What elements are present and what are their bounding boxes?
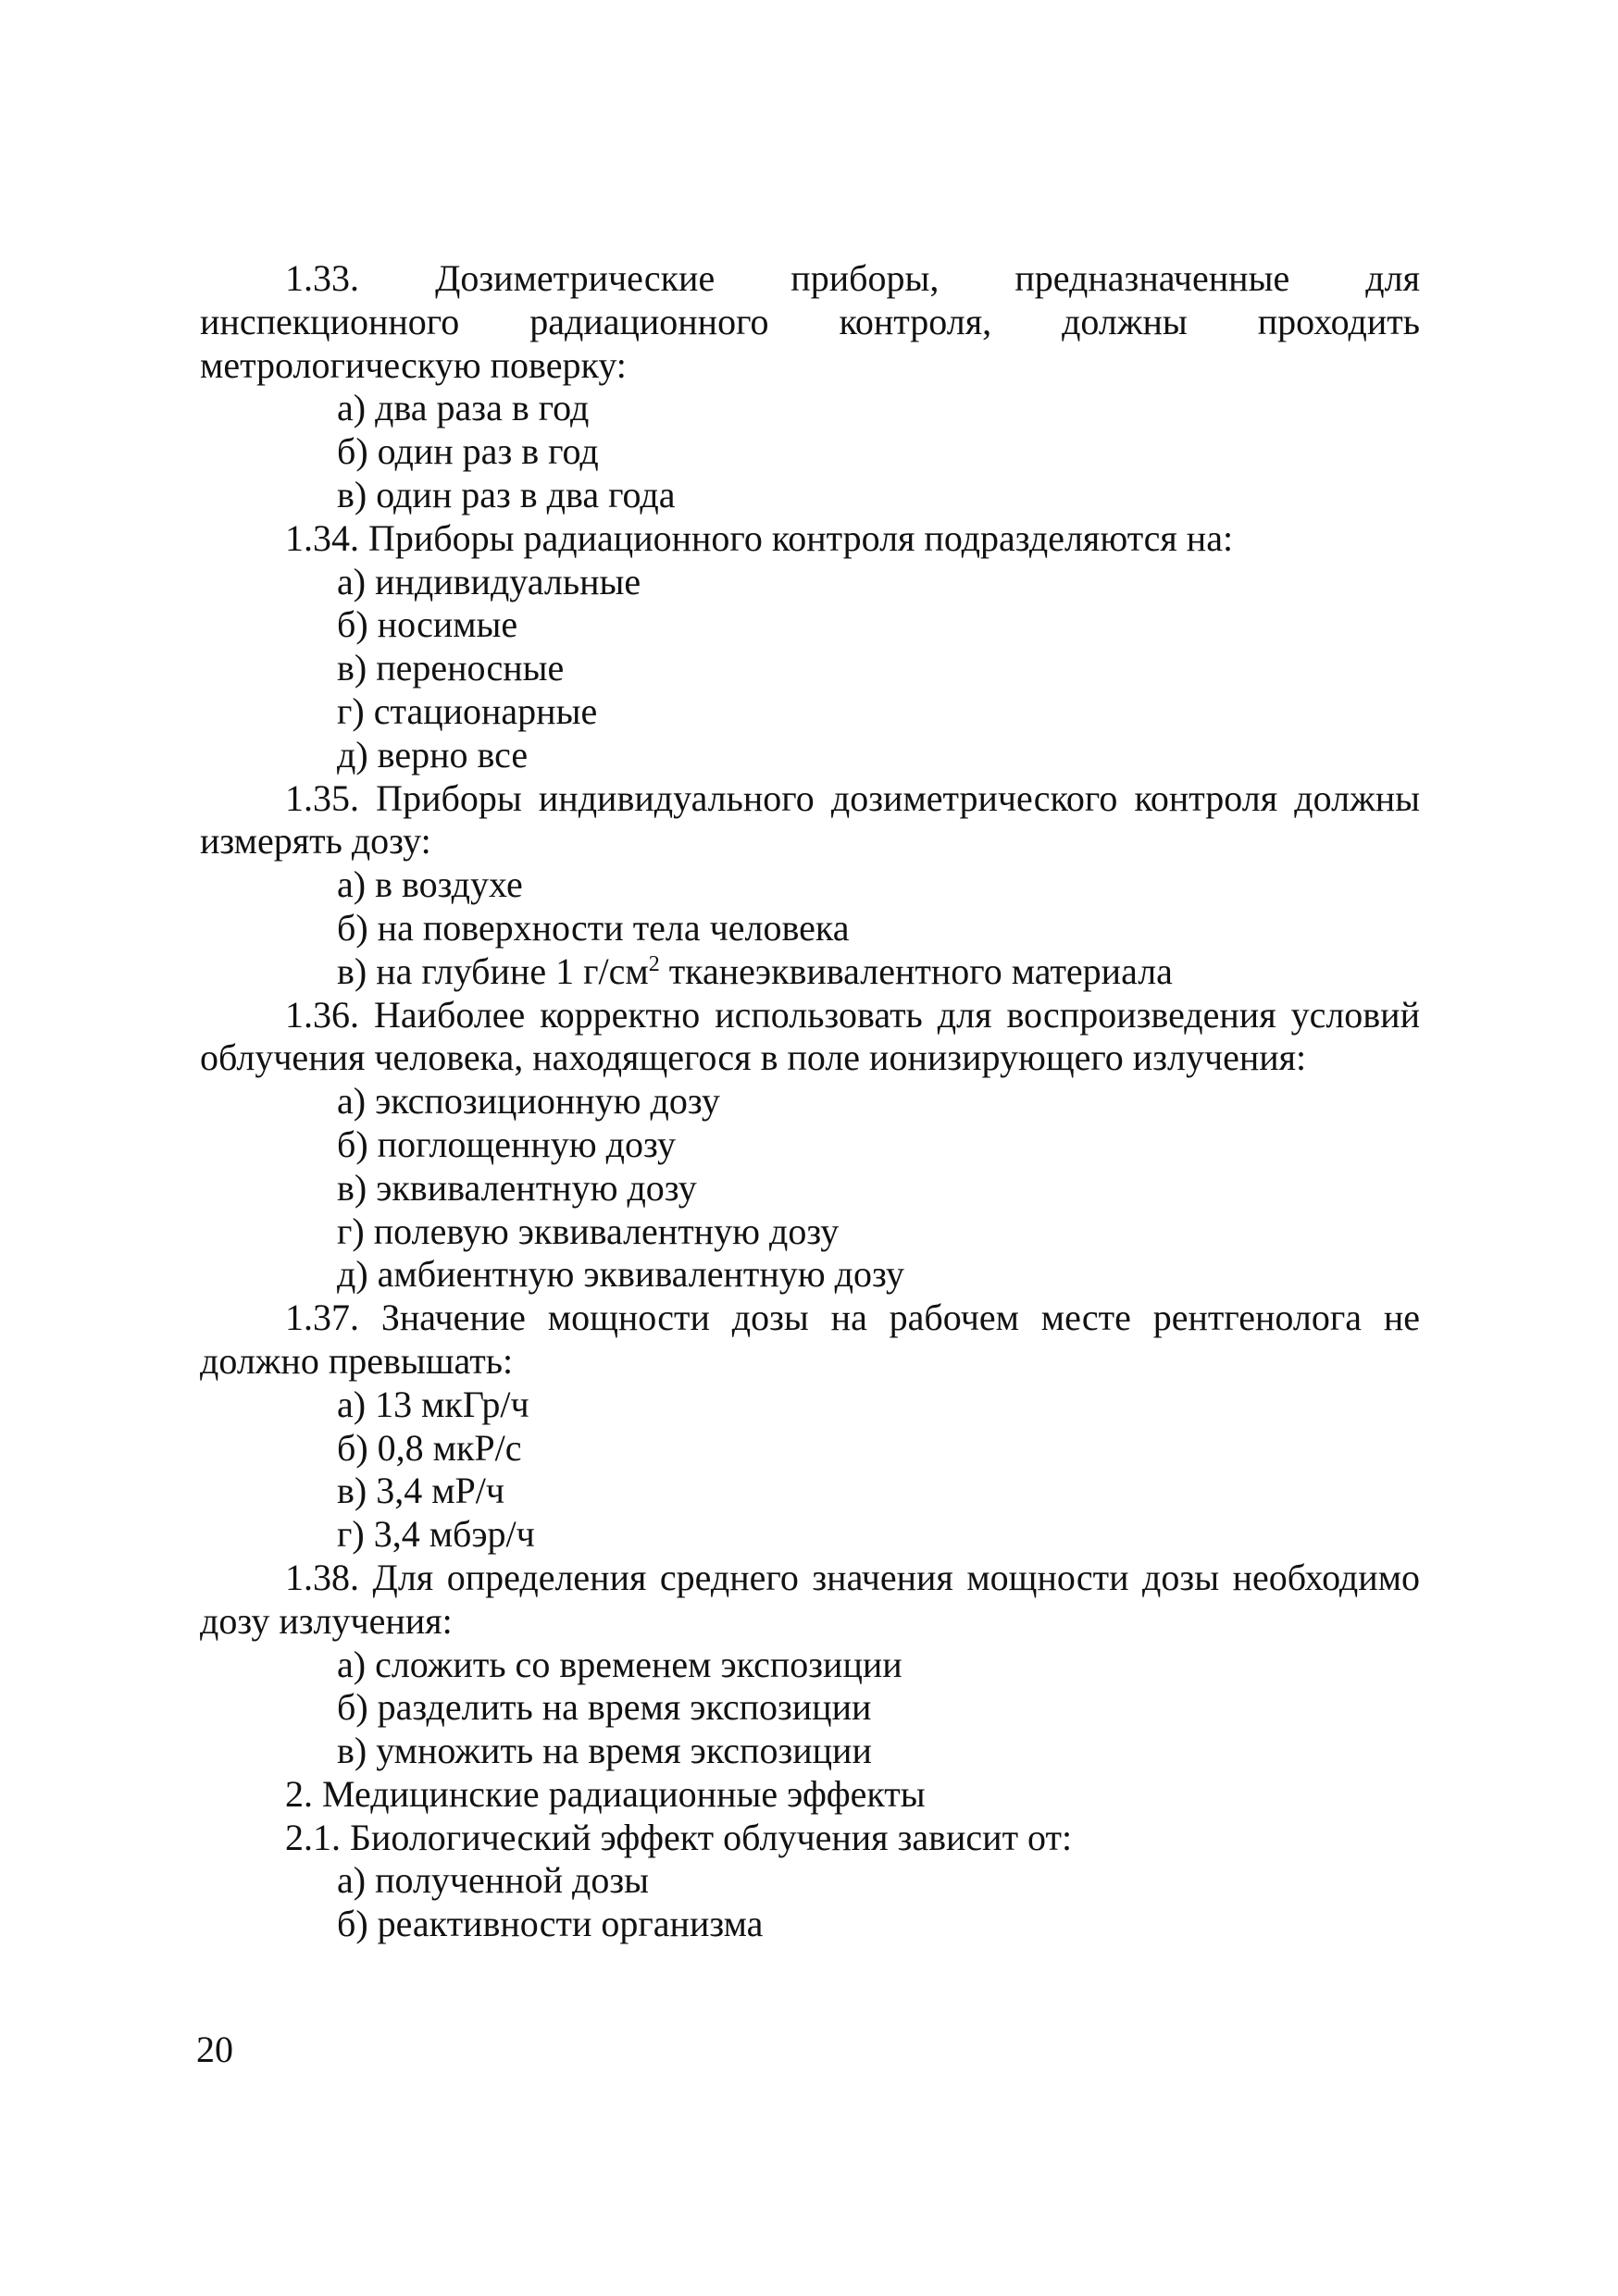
option-1-33-c: в) один раз в два года: [337, 473, 676, 515]
page-content: [200, 257, 1420, 1946]
option-2-1-a: а) полученной дозы: [337, 1859, 650, 1902]
question-1-35: 1.35. Приборы индивидуального дозиметрического контроля должны измерять дозу:: [200, 776, 1420, 863]
page-number: 20: [196, 2029, 233, 2070]
option-1-34-e: д) верно все: [337, 733, 529, 776]
question-1-36: 1.36. Наиболее корректно использовать для воспроизведения условий облучения человека, находящегося в поле ионизирующего излучения:: [200, 993, 1420, 1079]
option-1-36-b: б) поглощенную дозу: [337, 1123, 676, 1165]
option-1-34-a: а) индивидуальные: [337, 560, 641, 602]
question-1-38: 1.38. Для определения среднего значения мощности дозы необходимо дозу излучения:: [200, 1556, 1420, 1642]
question-1-37: 1.37. Значение мощности дозы на рабочем месте рентгенолога не должно превышать:: [200, 1297, 1420, 1382]
option-1-35-b: б) на поверхности тела человека: [337, 906, 850, 949]
section-heading: 2. Медицинские радиационные эффекты: [285, 1772, 926, 1815]
option-1-33-b: б) один раз в год: [337, 430, 599, 473]
option-1-36-c: в) эквивалентную дозу: [337, 1166, 697, 1209]
question-1-34: 1.34. Приборы радиационного контроля подразделяются на:: [285, 516, 1234, 559]
option-1-35-c-tail: тканеэквивалентного материала: [659, 949, 1173, 992]
question-2-1: 2.1. Биологический эффект облучения зависит от:: [285, 1816, 1073, 1858]
option-1-35-c-text: в) на глубине 1 г/см: [337, 949, 649, 992]
superscript-2: 2: [648, 951, 660, 976]
option-1-34-b: б) носимые: [337, 603, 518, 646]
option-1-36-d: г) полевую эквивалентную дозу: [337, 1210, 840, 1252]
option-1-37-a: а) 13 мкГр/ч: [337, 1383, 529, 1425]
option-1-38-c: в) умножить на время экспозиции: [337, 1730, 872, 1772]
option-1-37-c: в) 3,4 мР/ч: [337, 1470, 504, 1512]
option-1-34-d: г) стационарные: [337, 689, 598, 732]
question-1-33: 1.33. Дозиметрические приборы, предназначенные для инспекционного радиационного контроля, должны проходить метрологическую поверку:: [200, 257, 1420, 386]
option-1-37-d: г) 3,4 мбэр/ч: [337, 1513, 535, 1556]
option-1-38-b: б) разделить на время экспозиции: [337, 1686, 872, 1729]
option-1-35-a: а) в воздухе: [337, 863, 523, 906]
option-1-36-e: д) амбиентную эквивалентную дозу: [337, 1253, 904, 1296]
option-1-35-c: [200, 950, 1420, 994]
option-1-36-a: а) экспозиционную дозу: [337, 1080, 720, 1123]
option-2-1-b: б) реактивности организма: [337, 1903, 764, 1945]
option-1-33-a: а) два раза в год: [337, 387, 590, 429]
option-1-37-b: б) 0,8 мкР/с: [337, 1426, 522, 1469]
option-1-38-a: а) сложить со временем экспозиции: [337, 1643, 902, 1685]
option-1-34-c: в) переносные: [337, 647, 565, 689]
